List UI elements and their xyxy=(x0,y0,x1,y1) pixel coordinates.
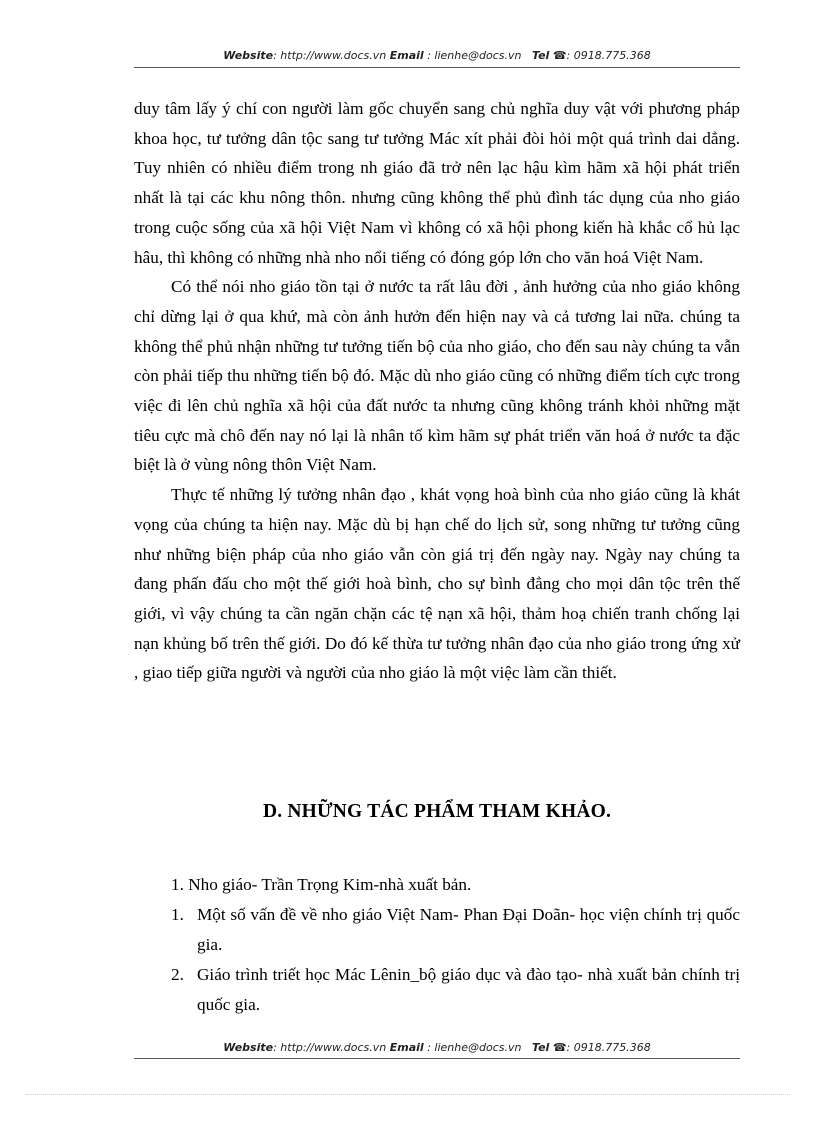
section-heading: D. NHỮNG TÁC PHẨM THAM KHẢO. xyxy=(262,801,612,822)
paragraph-3: Thực tế những lý tưởng nhân đạo , khát vọng hoà bình của nho giáo cũng là khát vọng của chúng ta hiện nay. Mặc dù bị hạn chế do lịch sử, song những tư tưởng cũng như những biện pháp của nho giáo vẫn còn giá trị đến ngày nay. Ngày nay chúng ta đang phấn đấu cho một thế giới hoà bình, cho sự bình đẳng cho mọi dân tộc trên thế giới, vì vậy chúng ta cần ngăn chặn các tệ nạn xã hội, thảm hoạ chiến tranh chống lại nạn khủng bố trên thế giới. Do đó kế thừa tư tưởng nhân đạo của nho giáo trong ứng xử , giao tiếp giữa người và người của nho giáo là một việc làm cần thiết. xyxy=(134,485,740,683)
reference-text: Giáo trình triết học Mác Lênin_bộ giáo dục và đào tạo- nhà xuất bản chính trị quốc gia. xyxy=(197,965,740,1014)
reference-text: Một số vấn đề về nho giáo Việt Nam- Phan Đại Doãn- học viện chính trị quốc gia. xyxy=(197,905,740,954)
header-email-label: Email xyxy=(389,49,424,62)
paragraph-1: duy tâm lấy ý chí con người làm gốc chuyển sang chủ nghĩa duy vật với phương pháp khoa học, tư tưởng dân tộc sang tư tưởng Mác xít phải đòi hỏi một quá trình dai dẳng. Tuy nhiên có nhiều điểm trong nh giáo đã trở nên lạc hậu kìm hãm xã hội phát triển nhất là tại các khu nông thôn. nhưng cũng không thể phủ đình tác dụng của nho giáo trong cuộc sống của xã hội Việt Nam vì không có xã hội phong kiến hà khắc cổ hủ lạc hâu, thì không có những nhà nho nổi tiếng có đóng góp lớn cho văn hoá Việt Nam. xyxy=(134,99,740,267)
page-footer xyxy=(134,1041,740,1054)
body-text xyxy=(134,94,740,688)
header-tel-value: : 0918.775.368 xyxy=(566,49,651,62)
header-rule xyxy=(134,67,740,68)
footer-website-link[interactable]: : http://www.docs.vn xyxy=(273,1041,387,1054)
page-bottom-dotted-line xyxy=(26,1094,790,1095)
phone-icon: ☎ xyxy=(552,1041,567,1054)
page-header xyxy=(134,49,740,62)
phone-icon: ☎ xyxy=(552,49,567,62)
reference-number: 1. xyxy=(171,905,184,924)
footer-email-link[interactable]: : lienhe@docs.vn xyxy=(427,1041,522,1054)
reference-item xyxy=(134,960,740,1020)
footer-tel-value: : 0918.775.368 xyxy=(566,1041,651,1054)
header-email-link[interactable]: : lienhe@docs.vn xyxy=(427,49,522,62)
footer-tel-label: Tel xyxy=(531,1041,550,1054)
header-website-link[interactable]: : http://www.docs.vn xyxy=(273,49,387,62)
paragraph-2: Có thể nói nho giáo tồn tại ở nước ta rất lâu đời , ảnh hưởng của nho giáo không chỉ dừng lại ở qua khứ, mà còn ảnh hưởn đến hiện nay và cả tương lai nữa. chúng ta không thể phủ nhận những tư tưởng tiến bộ của nho giáo, cho đến sau này chúng ta vẫn còn phải tiếp thu những tiến bộ đó. Mặc dù nho giáo cũng có những điểm tích cực trong việc đi lên chủ nghĩa xã hội của đất nước ta nhưng cũng không tránh khỏi những mặt tiêu cực mà chô đến nay nó lại là nhân tố kìm hãm sự phát triển văn hoá ở nước ta đặc biệt là ở vùng nông thôn Việt Nam. xyxy=(134,277,740,475)
header-tel-label: Tel xyxy=(531,49,550,62)
reference-item-first: 1. Nho giáo- Trần Trọng Kim-nhà xuất bản. xyxy=(171,875,472,894)
header-website-label: Website xyxy=(223,49,274,62)
footer-email-label: Email xyxy=(389,1041,424,1054)
reference-list xyxy=(134,870,740,1020)
reference-number: 2. xyxy=(171,965,184,984)
footer-rule xyxy=(134,1058,740,1059)
reference-item xyxy=(134,900,740,960)
footer-website-label: Website xyxy=(223,1041,274,1054)
